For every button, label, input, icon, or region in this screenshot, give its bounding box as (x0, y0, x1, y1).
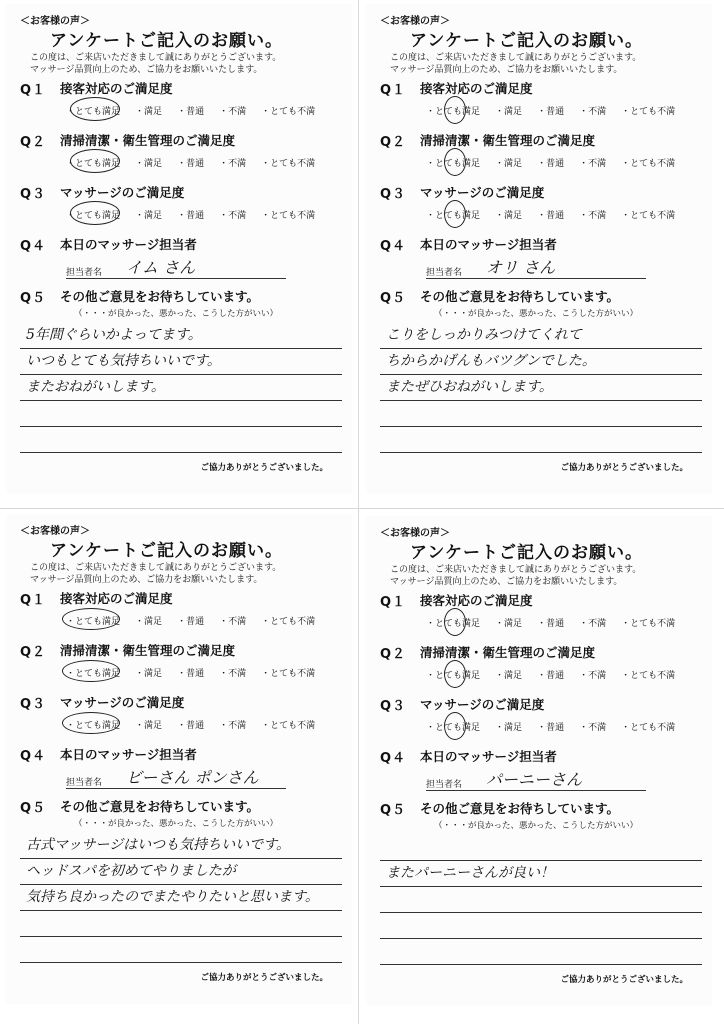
question-number: Q５ (20, 290, 47, 306)
question-text: 清掃清潔・衛生管理のご満足度 (60, 643, 236, 658)
question-5 (380, 798, 702, 965)
rating-option[interactable]: ・ 普通 (537, 104, 564, 117)
rating-option[interactable]: ・ 満足 (135, 614, 162, 627)
question-1 (380, 78, 702, 130)
rating-options (426, 668, 702, 681)
question-number: Q１ (20, 82, 47, 98)
rating-options (426, 104, 702, 117)
comment-line[interactable] (20, 401, 342, 427)
question-text: 本日のマッサージ担当者 (60, 237, 197, 252)
comment-line[interactable] (380, 913, 702, 939)
intro-line: この度は、ご来店いただきまして誠にありがとうございます。 (390, 53, 642, 63)
question-2 (380, 642, 702, 694)
form-tag: ＜お客様の声＞ (20, 526, 90, 537)
question-text: 清掃清潔・衛生管理のご満足度 (420, 645, 596, 660)
form-tag: ＜お客様の声＞ (20, 16, 90, 27)
intro-line: マッサージ品質向上のため、ご協力をお願いいたします。 (30, 65, 263, 75)
rating-option[interactable]: ・ 普通 (537, 720, 564, 733)
comment-line[interactable] (380, 887, 702, 913)
question-text: 接客対応のご満足度 (420, 593, 533, 608)
comment-lines (20, 323, 342, 453)
rating-option[interactable]: ・ 満足 (495, 156, 522, 169)
comment-line[interactable]: 5年間ぐらいかよってます。 (20, 323, 342, 349)
question-5-hint: （・・・が良かった、悪かった、こうした方がいい） (74, 819, 279, 829)
rating-option[interactable]: ・ とても満足 (426, 668, 480, 681)
question-text: マッサージのご満足度 (420, 185, 545, 200)
thanks-text: ご協力ありがとうございました。 (560, 975, 688, 985)
comment-line[interactable] (380, 401, 702, 427)
rating-option[interactable]: ・ とても満足 (426, 156, 480, 169)
rating-option[interactable]: ・ とても満足 (66, 614, 120, 627)
rating-option[interactable]: ・ とても不満 (261, 104, 315, 117)
intro-line: この度は、ご来店いただきまして誠にありがとうございます。 (30, 53, 282, 63)
question-5-hint: （・・・が良かった、悪かった、こうした方がいい） (434, 309, 639, 319)
rating-option[interactable]: ・ とても不満 (261, 718, 315, 731)
comment-line[interactable]: またおねがいします。 (20, 375, 342, 401)
selection-circle (444, 712, 466, 740)
form-intro (390, 564, 702, 590)
question-number: Q４ (20, 238, 47, 254)
question-4 (20, 744, 342, 796)
rating-options (426, 616, 702, 629)
question-5-hint: （・・・が良かった、悪かった、こうした方がいい） (74, 309, 279, 319)
rating-option[interactable]: ・ 普通 (177, 614, 204, 627)
rating-option[interactable]: ・ とても満足 (426, 616, 480, 629)
comment-line[interactable]: またパーニーさんが良い！ (380, 861, 702, 887)
question-number: Q２ (20, 134, 47, 150)
question-number: Q４ (380, 238, 407, 254)
selection-circle (70, 201, 120, 225)
comment-line[interactable] (20, 427, 342, 453)
question-4 (380, 234, 702, 286)
question-text: その他ご意見をお待ちしています。 (420, 289, 620, 304)
question-text: その他ご意見をお待ちしています。 (420, 801, 620, 816)
rating-option[interactable]: ・ 不満 (579, 720, 606, 733)
comment-line[interactable] (380, 939, 702, 965)
question-text: マッサージのご満足度 (60, 185, 185, 200)
comment-lines (20, 833, 342, 963)
comment-line[interactable] (380, 427, 702, 453)
survey-card (366, 4, 712, 494)
rating-option[interactable]: ・ とても満足 (426, 104, 480, 117)
question-number: Q３ (380, 698, 407, 714)
comment-line[interactable]: ちからかげんもバツグンでした。 (380, 349, 702, 375)
rating-option[interactable]: ・ とても不満 (621, 616, 675, 629)
rating-option[interactable]: ・ とても不満 (621, 668, 675, 681)
question-5 (20, 286, 342, 453)
selection-circle (444, 96, 466, 124)
comment-lines (380, 835, 702, 965)
question-number: Q１ (380, 594, 407, 610)
rating-option[interactable]: ・ とても満足 (66, 718, 120, 731)
form-tag: ＜お客様の声＞ (380, 16, 450, 27)
rating-option[interactable]: ・ 満足 (135, 208, 162, 221)
question-2 (380, 130, 702, 182)
question-1 (380, 590, 702, 642)
selection-circle (444, 148, 466, 176)
question-text: マッサージのご満足度 (60, 695, 185, 710)
question-4 (380, 746, 702, 798)
rating-option[interactable]: ・ とても満足 (426, 208, 480, 221)
staff-label: 担当者名 (66, 268, 103, 278)
rating-option[interactable]: ・ 不満 (579, 156, 606, 169)
rating-option[interactable]: ・ 満足 (495, 668, 522, 681)
selection-circle (444, 660, 466, 688)
rating-option[interactable]: ・ とても満足 (66, 666, 120, 679)
comment-line[interactable]: いつもとても気持ちいいです。 (20, 349, 342, 375)
selection-circle (444, 608, 466, 636)
comment-line[interactable]: またぜひおねがいします。 (380, 375, 702, 401)
staff-label: 担当者名 (66, 778, 103, 788)
rating-options (66, 666, 342, 679)
rating-option[interactable]: ・ 不満 (579, 208, 606, 221)
rating-option[interactable]: ・ 満足 (495, 208, 522, 221)
rating-options (426, 156, 702, 169)
form-intro (30, 52, 342, 78)
comment-line[interactable]: 古式マッサージはいつも気持ちいいです。 (20, 833, 342, 859)
rating-option[interactable]: ・ 普通 (537, 208, 564, 221)
rating-option[interactable]: ・ とても満足 (66, 156, 120, 169)
question-text: 清掃清潔・衛生管理のご満足度 (420, 133, 596, 148)
question-number: Q２ (380, 134, 407, 150)
question-2 (20, 640, 342, 692)
comment-line[interactable]: 気持ち良かったのでまたやりたいと思います。 (20, 885, 342, 911)
question-3 (20, 182, 342, 234)
rating-option[interactable]: ・ 不満 (219, 718, 246, 731)
form-title: アンケートご記入のお願い。 (50, 31, 283, 51)
question-number: Q３ (20, 186, 47, 202)
rating-option[interactable]: ・ 不満 (219, 208, 246, 221)
question-text: 本日のマッサージ担当者 (420, 749, 557, 764)
question-text: 本日のマッサージ担当者 (420, 237, 557, 252)
intro-line: この度は、ご来店いただきまして誠にありがとうございます。 (390, 565, 642, 575)
selection-circle (70, 97, 120, 121)
question-number: Q５ (20, 800, 47, 816)
selection-circle (62, 608, 120, 630)
rating-option[interactable]: ・ 普通 (537, 156, 564, 169)
rating-option[interactable]: ・ 満足 (135, 718, 162, 731)
form-intro (30, 562, 342, 588)
question-number: Q５ (380, 290, 407, 306)
intro-line: マッサージ品質向上のため、ご協力をお願いいたします。 (390, 577, 623, 587)
question-text: 接客対応のご満足度 (60, 591, 173, 606)
staff-name: オリ さん (486, 258, 556, 277)
staff-name: パーニーさん (486, 770, 583, 789)
form-title: アンケートご記入のお願い。 (410, 31, 643, 51)
question-4 (20, 234, 342, 286)
rating-option[interactable]: ・ 満足 (135, 156, 162, 169)
rating-option[interactable]: ・ 普通 (177, 208, 204, 221)
staff-label: 担当者名 (426, 268, 463, 278)
question-5-hint: （・・・が良かった、悪かった、こうした方がいい） (434, 821, 639, 831)
staff-field[interactable] (66, 256, 286, 279)
question-text: 接客対応のご満足度 (420, 81, 533, 96)
selection-circle (444, 200, 466, 228)
rating-options (66, 208, 342, 221)
rating-option[interactable]: ・ 満足 (135, 666, 162, 679)
rating-option[interactable]: ・ 普通 (177, 666, 204, 679)
rating-option[interactable]: ・ 満足 (495, 104, 522, 117)
staff-name: ビーさん ポンさん (126, 768, 259, 787)
thanks-text: ご協力ありがとうございました。 (200, 973, 328, 983)
question-2 (20, 130, 342, 182)
rating-option[interactable]: ・ 満足 (135, 104, 162, 117)
question-number: Q３ (20, 696, 47, 712)
rating-option[interactable]: ・ とても不満 (261, 156, 315, 169)
rating-option[interactable]: ・ 満足 (495, 616, 522, 629)
rating-option[interactable]: ・ とても満足 (426, 720, 480, 733)
question-text: その他ご意見をお待ちしています。 (60, 799, 260, 814)
selection-circle (62, 660, 120, 682)
intro-line: マッサージ品質向上のため、ご協力をお願いいたします。 (390, 65, 623, 75)
rating-options (66, 104, 342, 117)
question-text: マッサージのご満足度 (420, 697, 545, 712)
question-3 (20, 692, 342, 744)
comment-line[interactable]: ヘッドスパを初めてやりましたが (20, 859, 342, 885)
rating-option[interactable]: ・ とても不満 (621, 156, 675, 169)
comment-line[interactable] (20, 937, 342, 963)
rating-option[interactable]: ・ 不満 (219, 104, 246, 117)
survey-card (6, 514, 352, 1004)
staff-label: 担当者名 (426, 780, 463, 790)
comment-line[interactable] (380, 835, 702, 861)
question-5 (20, 796, 342, 963)
question-text: 接客対応のご満足度 (60, 81, 173, 96)
staff-field[interactable] (426, 256, 646, 279)
question-number: Q１ (20, 592, 47, 608)
rating-option[interactable]: ・ 普通 (177, 104, 204, 117)
thanks-text: ご協力ありがとうございました。 (560, 463, 688, 473)
question-number: Q２ (20, 644, 47, 660)
rating-option[interactable]: ・ 不満 (219, 666, 246, 679)
rating-option[interactable]: ・ 不満 (219, 614, 246, 627)
question-text: 本日のマッサージ担当者 (60, 747, 197, 762)
rating-option[interactable]: ・ とても満足 (66, 104, 120, 117)
rating-option[interactable]: ・ 普通 (177, 718, 204, 731)
staff-field[interactable] (66, 766, 286, 789)
rating-option[interactable]: ・ とても不満 (261, 208, 315, 221)
horizontal-divider (0, 508, 724, 509)
question-number: Q５ (380, 802, 407, 818)
rating-option[interactable]: ・ 不満 (219, 156, 246, 169)
comment-line[interactable]: こりをしっかりみつけてくれて (380, 323, 702, 349)
rating-option[interactable]: ・ 普通 (537, 616, 564, 629)
question-number: Q３ (380, 186, 407, 202)
question-text: その他ご意見をお待ちしています。 (60, 289, 260, 304)
rating-option[interactable]: ・ とても不満 (621, 104, 675, 117)
question-1 (20, 588, 342, 640)
thanks-text: ご協力ありがとうございました。 (200, 463, 328, 473)
rating-option[interactable]: ・ 不満 (579, 104, 606, 117)
rating-options (66, 614, 342, 627)
staff-name: イム さん (126, 258, 196, 277)
form-intro (390, 52, 702, 78)
rating-option[interactable]: ・ 普通 (177, 156, 204, 169)
rating-option[interactable]: ・ とても不満 (261, 666, 315, 679)
survey-card (6, 4, 352, 494)
vertical-divider (358, 0, 359, 1024)
question-number: Q２ (380, 646, 407, 662)
question-text: 清掃清潔・衛生管理のご満足度 (60, 133, 236, 148)
question-5 (380, 286, 702, 453)
rating-option[interactable]: ・ 不満 (579, 668, 606, 681)
question-3 (380, 694, 702, 746)
rating-option[interactable]: ・ とても満足 (66, 208, 120, 221)
rating-options (426, 208, 702, 221)
selection-circle (62, 712, 120, 734)
rating-option[interactable]: ・ とても不満 (621, 208, 675, 221)
question-3 (380, 182, 702, 234)
question-1 (20, 78, 342, 130)
question-number: Q４ (380, 750, 407, 766)
selection-circle (70, 149, 120, 173)
rating-option[interactable]: ・ とても不満 (261, 614, 315, 627)
rating-option[interactable]: ・ 満足 (495, 720, 522, 733)
form-title: アンケートご記入のお願い。 (50, 541, 283, 561)
intro-line: この度は、ご来店いただきまして誠にありがとうございます。 (30, 563, 282, 573)
rating-options (66, 718, 342, 731)
comment-line[interactable] (20, 911, 342, 937)
question-number: Q４ (20, 748, 47, 764)
intro-line: マッサージ品質向上のため、ご協力をお願いいたします。 (30, 575, 263, 585)
rating-options (426, 720, 702, 733)
form-title: アンケートご記入のお願い。 (410, 543, 643, 563)
question-number: Q１ (380, 82, 407, 98)
rating-option[interactable]: ・ とても不満 (621, 720, 675, 733)
rating-options (66, 156, 342, 169)
staff-field[interactable] (426, 768, 646, 791)
form-tag: ＜お客様の声＞ (380, 528, 450, 539)
rating-option[interactable]: ・ 不満 (579, 616, 606, 629)
rating-option[interactable]: ・ 普通 (537, 668, 564, 681)
comment-lines (380, 323, 702, 453)
survey-card (366, 516, 712, 1006)
